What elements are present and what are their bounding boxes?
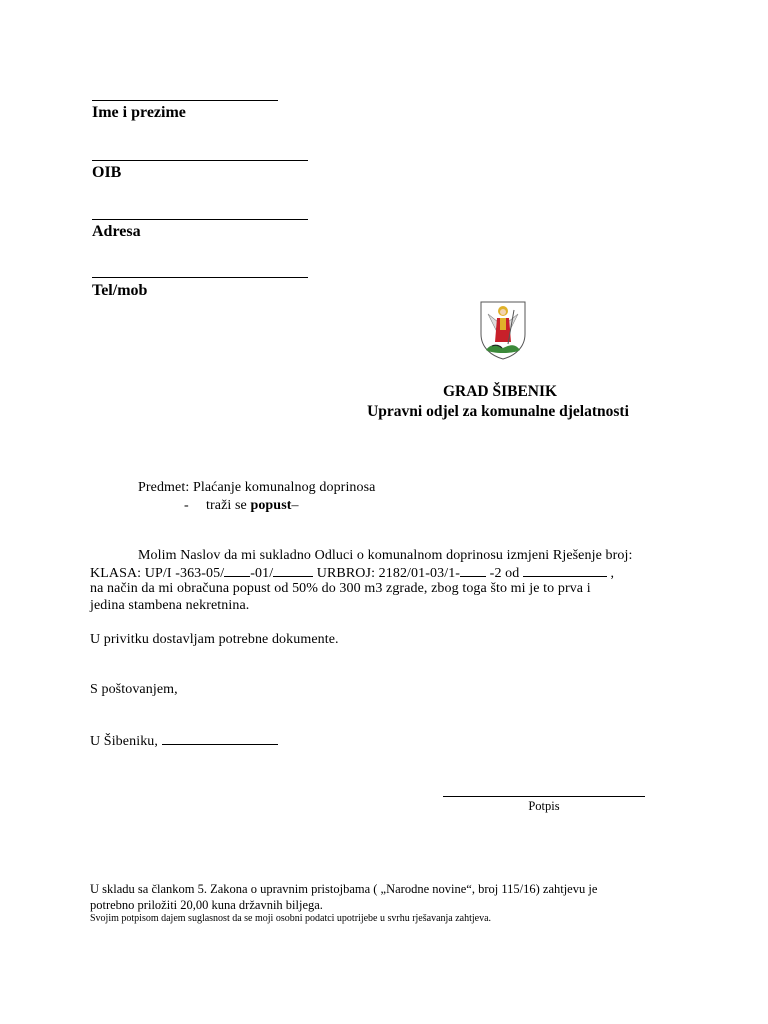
place-label: U Šibeniku,	[90, 734, 162, 749]
place-date-field[interactable]	[162, 732, 278, 745]
subject-line	[138, 479, 376, 496]
phone-label: Tel/mob	[92, 282, 148, 299]
urbroj-field[interactable]	[460, 564, 486, 577]
body-line-4: jedina stambena nekretnina.	[90, 598, 250, 613]
subject-request	[206, 497, 299, 514]
recipient-city: GRAD ŠIBENIK	[442, 383, 558, 400]
body-line-1: Molim Naslov da mi sukladno Odluci o komunalnom doprinosu izmjeni Rješenje broj:	[138, 548, 633, 563]
recipient-department: Upravni odjel za komunalne djelatnosti	[367, 403, 629, 420]
klasa-field-2[interactable]	[273, 564, 313, 577]
date-field[interactable]	[523, 564, 607, 577]
signature-label: Potpis	[528, 799, 560, 813]
urbroj: URBROJ: 2182/01-03/1-	[313, 566, 461, 581]
oib-line[interactable]	[92, 160, 308, 161]
subject-request-bold: popust	[250, 498, 292, 513]
attachments-text: U privitku dostavljam potrebne dokumente.	[90, 632, 339, 647]
subject-request-bullet: -	[184, 498, 189, 513]
date-suffix: ,	[606, 566, 615, 581]
greeting-text: S poštovanjem,	[90, 682, 178, 697]
klasa-field-1[interactable]	[224, 564, 250, 577]
coat-of-arms-sibenik-icon	[478, 300, 528, 360]
address-line[interactable]	[92, 219, 308, 220]
klasa-prefix: KLASA: UP/I -363-05/	[90, 566, 225, 581]
subject-request-suffix: –	[291, 498, 299, 513]
phone-line[interactable]	[92, 277, 308, 278]
footer-line-2: potrebno priložiti 20,00 kuna državnih biljega.	[90, 898, 323, 912]
subject-label: Predmet:	[138, 480, 190, 495]
body-line-3: na način da mi obračuna popust od 50% do 300 m3 zgrade, zbog toga što mi je to prva i	[90, 581, 591, 596]
place-line	[90, 732, 278, 750]
subject-request-prefix: traži se	[206, 498, 251, 513]
klasa-mid: -01/	[250, 566, 274, 581]
footer-line-1: U skladu sa člankom 5. Zakona o upravnim pristojbama ( „Narodne novine“, broj 115/16) zahtjevu je	[90, 882, 598, 896]
urbroj-suffix: -2 od	[486, 566, 523, 581]
signature-line[interactable]	[443, 796, 645, 797]
subject-text: Plaćanje komunalnog doprinosa	[192, 480, 376, 495]
address-label: Adresa	[92, 223, 141, 240]
name-line[interactable]	[92, 100, 278, 101]
name-label: Ime i prezime	[92, 104, 186, 121]
oib-label: OIB	[92, 164, 122, 181]
consent-text: Svojim potpisom dajem suglasnost da se moji osobni podatci upotrijebe u svrhu rješavanja zahtjeva.	[90, 913, 492, 924]
